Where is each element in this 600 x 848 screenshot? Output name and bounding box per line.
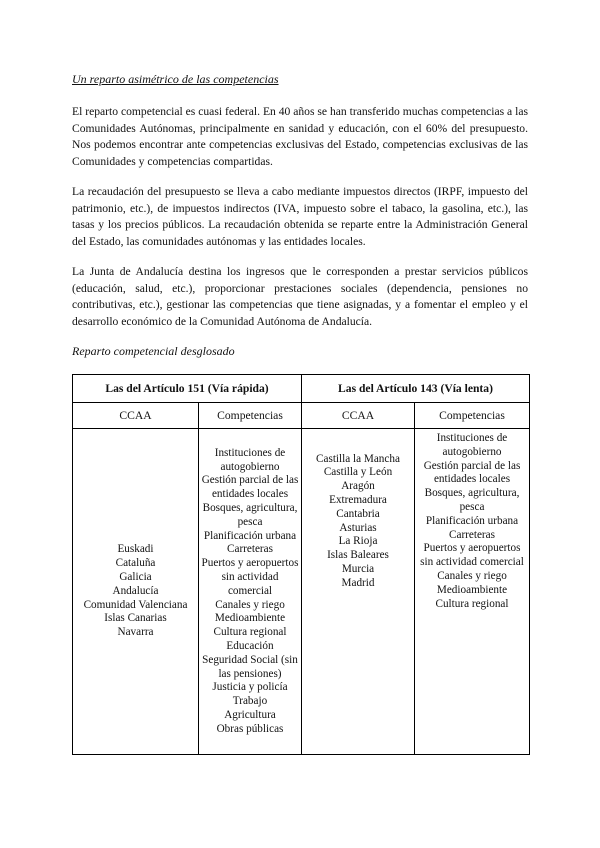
list-item: Carreteras xyxy=(227,543,273,556)
competencias-table xyxy=(72,374,530,755)
list-item: Castilla y León xyxy=(323,466,393,479)
list-item: Islas Baleares xyxy=(327,549,389,562)
competencias-143-cell xyxy=(415,429,530,755)
list-item: Cantabria xyxy=(336,507,380,520)
list-item: Castilla la Mancha xyxy=(316,452,400,465)
ccaa-143-cell xyxy=(302,429,415,755)
table-content-row xyxy=(73,429,530,755)
list-item: Navarra xyxy=(117,626,154,639)
list-item: Puertos y aeropuertos sin actividad comercial xyxy=(420,542,524,569)
list-item: Euskadi xyxy=(117,543,154,556)
paragraph-recaudacion: La recaudación del presupuesto se lleva a cabo mediante impuestos directos (IRPF, impuesto del patrimonio, etc.), de impuestos indirectos (IVA, impuesto sobre el tabaco, la gasolina, etc.), las tasas y los precios públicos. La recaudación obtenida se reparte entre la Administración General del Estado, las comunidades autónomas y las entidades locales. xyxy=(72,185,528,248)
list-item: Educación xyxy=(226,639,274,652)
list-item: Aragón xyxy=(341,480,375,493)
list-item: Planificación urbana xyxy=(203,529,297,542)
header-articulo-151: Las del Artículo 151 (Vía rápida) xyxy=(73,375,302,403)
table-caption: Reparto competencial desglosado xyxy=(72,344,235,358)
list-item: Asturias xyxy=(339,521,377,534)
paragraph-reparto: El reparto competencial es cuasi federal. En 40 años se han transferido muchas competencias a las Comunidades Autónomas, principalmente en sanidad y educación, con el 60% del presupuesto. Nos podemos encontrar ante competencias exclusivas del Estado, competencias exclusivas de las Comunidades y competencias compartidas. xyxy=(72,105,528,168)
list-item: Andalucía xyxy=(112,584,159,597)
ccaa-151-cell xyxy=(73,429,199,755)
list-item: Medioambiente xyxy=(214,612,286,625)
list-item: Gestión parcial de las entidades locales xyxy=(423,459,521,486)
list-item: Instituciones de autogobierno xyxy=(214,446,286,473)
list-item: Seguridad Social (sin las pensiones) xyxy=(202,653,298,680)
col-ccaa-151: CCAA xyxy=(73,403,199,429)
list-item: Puertos y aeropuertos sin actividad comercial xyxy=(201,557,299,597)
list-item: Extremadura xyxy=(329,494,387,507)
col-competencias-143: Competencias xyxy=(415,403,530,429)
list-item: Cultura regional xyxy=(213,626,287,639)
list-item: Agricultura xyxy=(224,708,276,721)
section-title: Un reparto asimétrico de las competencias xyxy=(72,72,279,86)
list-item: Bosques, agricultura, pesca xyxy=(424,487,520,513)
list-item: Cataluña xyxy=(115,557,156,570)
list-item: Canales y riego xyxy=(437,569,507,582)
table-header-row xyxy=(73,375,530,403)
list-item: Gestión parcial de las entidades locales xyxy=(201,474,299,501)
list-item: Obras públicas xyxy=(216,722,284,735)
paragraph-junta-andalucia: La Junta de Andalucía destina los ingresos que le corresponden a prestar servicios públicos (educación, salud, etc.), proporcionar prestaciones sociales (dependencia, pensiones no contributivas, etc.), gestionar las competencias que tiene asignadas, y a fomentar el empleo y el desarrollo económico de la Comunidad Autónoma de Andalucía. xyxy=(72,265,528,328)
list-item: Instituciones de autogobierno xyxy=(436,432,508,458)
header-articulo-143: Las del Artículo 143 (Vía lenta) xyxy=(302,375,530,403)
list-item: La Rioja xyxy=(338,535,378,548)
list-item: Cultura regional xyxy=(435,597,509,610)
list-item: Galicia xyxy=(119,570,152,583)
list-item: Justicia y policía xyxy=(212,681,288,694)
col-ccaa-143: CCAA xyxy=(302,403,415,429)
list-item: Bosques, agricultura, pesca xyxy=(202,502,298,528)
list-item: Planificación urbana xyxy=(425,514,519,527)
list-item: Medioambiente xyxy=(436,583,508,596)
list-item: Comunidad Valenciana xyxy=(83,598,188,611)
list-item: Carreteras xyxy=(449,528,495,541)
table-subheader-row xyxy=(73,403,530,429)
list-item: Canales y riego xyxy=(215,598,285,611)
list-item: Murcia xyxy=(341,563,375,576)
list-item: Madrid xyxy=(341,576,375,589)
list-item: Islas Canarias xyxy=(104,612,167,625)
list-item: Trabajo xyxy=(232,695,268,708)
competencias-151-cell xyxy=(199,429,302,755)
col-competencias-151: Competencias xyxy=(199,403,302,429)
